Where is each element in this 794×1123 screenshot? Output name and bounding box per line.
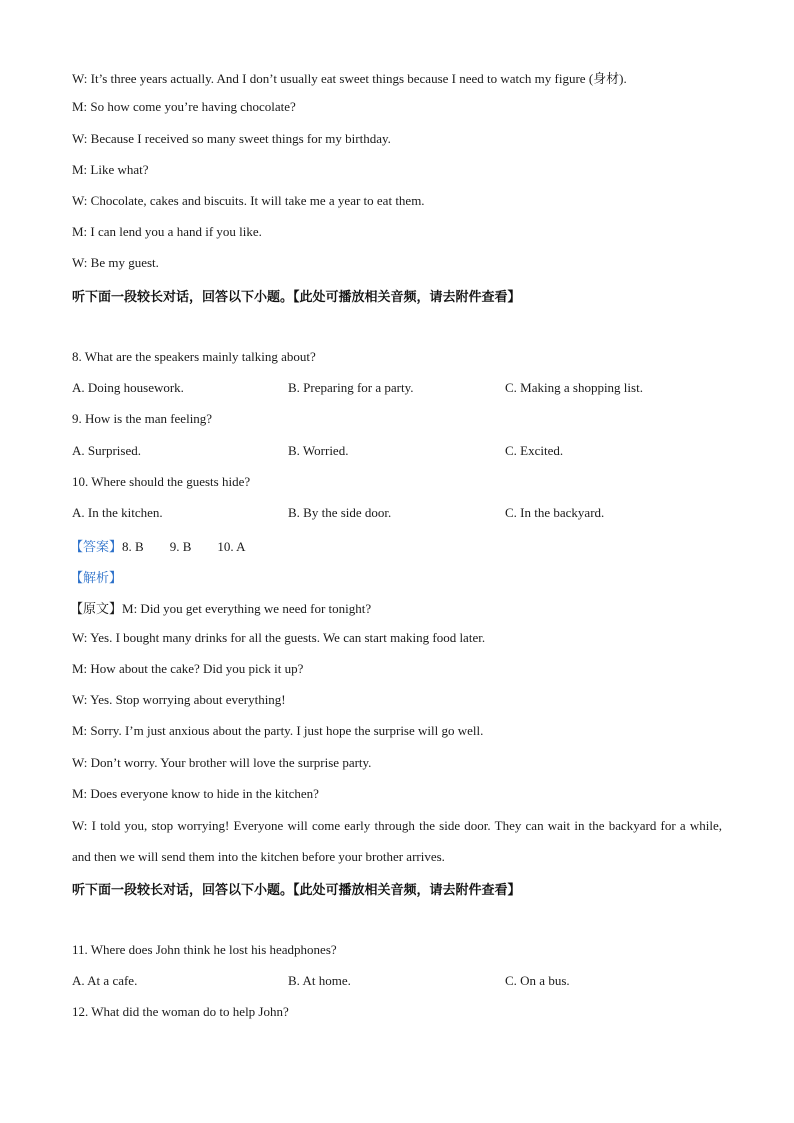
option-c: C. Making a shopping list. xyxy=(505,380,643,395)
answer-item: 10. A xyxy=(217,539,246,554)
option-c: C. In the backyard. xyxy=(505,505,605,520)
dialog-line: W: It’s three years actually. And I don’t usually eat sweet things because I need to watch my figure (身材). xyxy=(72,71,627,86)
transcript-text: M: Did you get everything we need for tonight? xyxy=(122,601,372,616)
transcript-line: M: How about the cake? Did you pick it up? xyxy=(72,661,304,676)
listening-instruction: 听下面一段较长对话，回答以下小题。【此处可播放相关音频，请去附件查看】 xyxy=(72,290,521,305)
option-a: A. In the kitchen. xyxy=(72,505,163,520)
question-text: 10. Where should the guests hide? xyxy=(72,474,251,489)
answer-label: 【答案】 xyxy=(70,540,123,555)
dialog-line: W: Because I received so many sweet things for my birthday. xyxy=(72,131,391,146)
transcript-line: W: Yes. Stop worrying about everything! xyxy=(72,692,286,707)
transcript-line: M: Does everyone know to hide in the kitchen? xyxy=(72,786,319,801)
original-label: 【原文】 xyxy=(70,602,123,617)
question-text: 12. What did the woman do to help John? xyxy=(72,1004,289,1019)
option-b: B. Worried. xyxy=(288,443,349,458)
option-c: C. Excited. xyxy=(505,443,564,458)
transcript-line: M: Sorry. I’m just anxious about the party. I just hope the surprise will go well. xyxy=(72,723,484,738)
transcript-line: W: Yes. I bought many drinks for all the guests. We can start making food later. xyxy=(72,630,486,645)
option-a: A. At a cafe. xyxy=(72,973,138,988)
option-b: B. By the side door. xyxy=(288,505,392,520)
dialog-line: W: Chocolate, cakes and biscuits. It will take me a year to eat them. xyxy=(72,193,425,208)
option-c: C. On a bus. xyxy=(505,973,570,988)
transcript-line: W: Don’t worry. Your brother will love the surprise party. xyxy=(72,755,372,770)
question-text: 9. How is the man feeling? xyxy=(72,411,213,426)
option-b: B. At home. xyxy=(288,973,351,988)
transcript-paragraph: W: I told you, stop worrying! Everyone will come early through the side door. They can wait in the backyard for a while, and then we will send them into the kitchen before your brother arrives. xyxy=(72,818,722,864)
answer-item: 8. B xyxy=(122,539,144,554)
dialog-line: M: So how come you’re having chocolate? xyxy=(72,99,296,114)
analysis-label: 【解析】 xyxy=(70,571,123,586)
dialog-line: M: Like what? xyxy=(72,162,149,177)
option-a: A. Surprised. xyxy=(72,443,141,458)
question-text: 11. Where does John think he lost his headphones? xyxy=(72,942,337,957)
dialog-line: M: I can lend you a hand if you like. xyxy=(72,224,262,239)
dialog-line: W: Be my guest. xyxy=(72,255,159,270)
listening-instruction: 听下面一段较长对话，回答以下小题。【此处可播放相关音频，请去附件查看】 xyxy=(72,883,521,898)
answer-item: 9. B xyxy=(169,539,192,554)
option-a: A. Doing housework. xyxy=(72,380,184,395)
answer-row xyxy=(70,536,272,555)
option-b: B. Preparing for a party. xyxy=(288,380,414,395)
transcript-line xyxy=(70,598,371,617)
question-text: 8. What are the speakers mainly talking about? xyxy=(72,349,316,364)
